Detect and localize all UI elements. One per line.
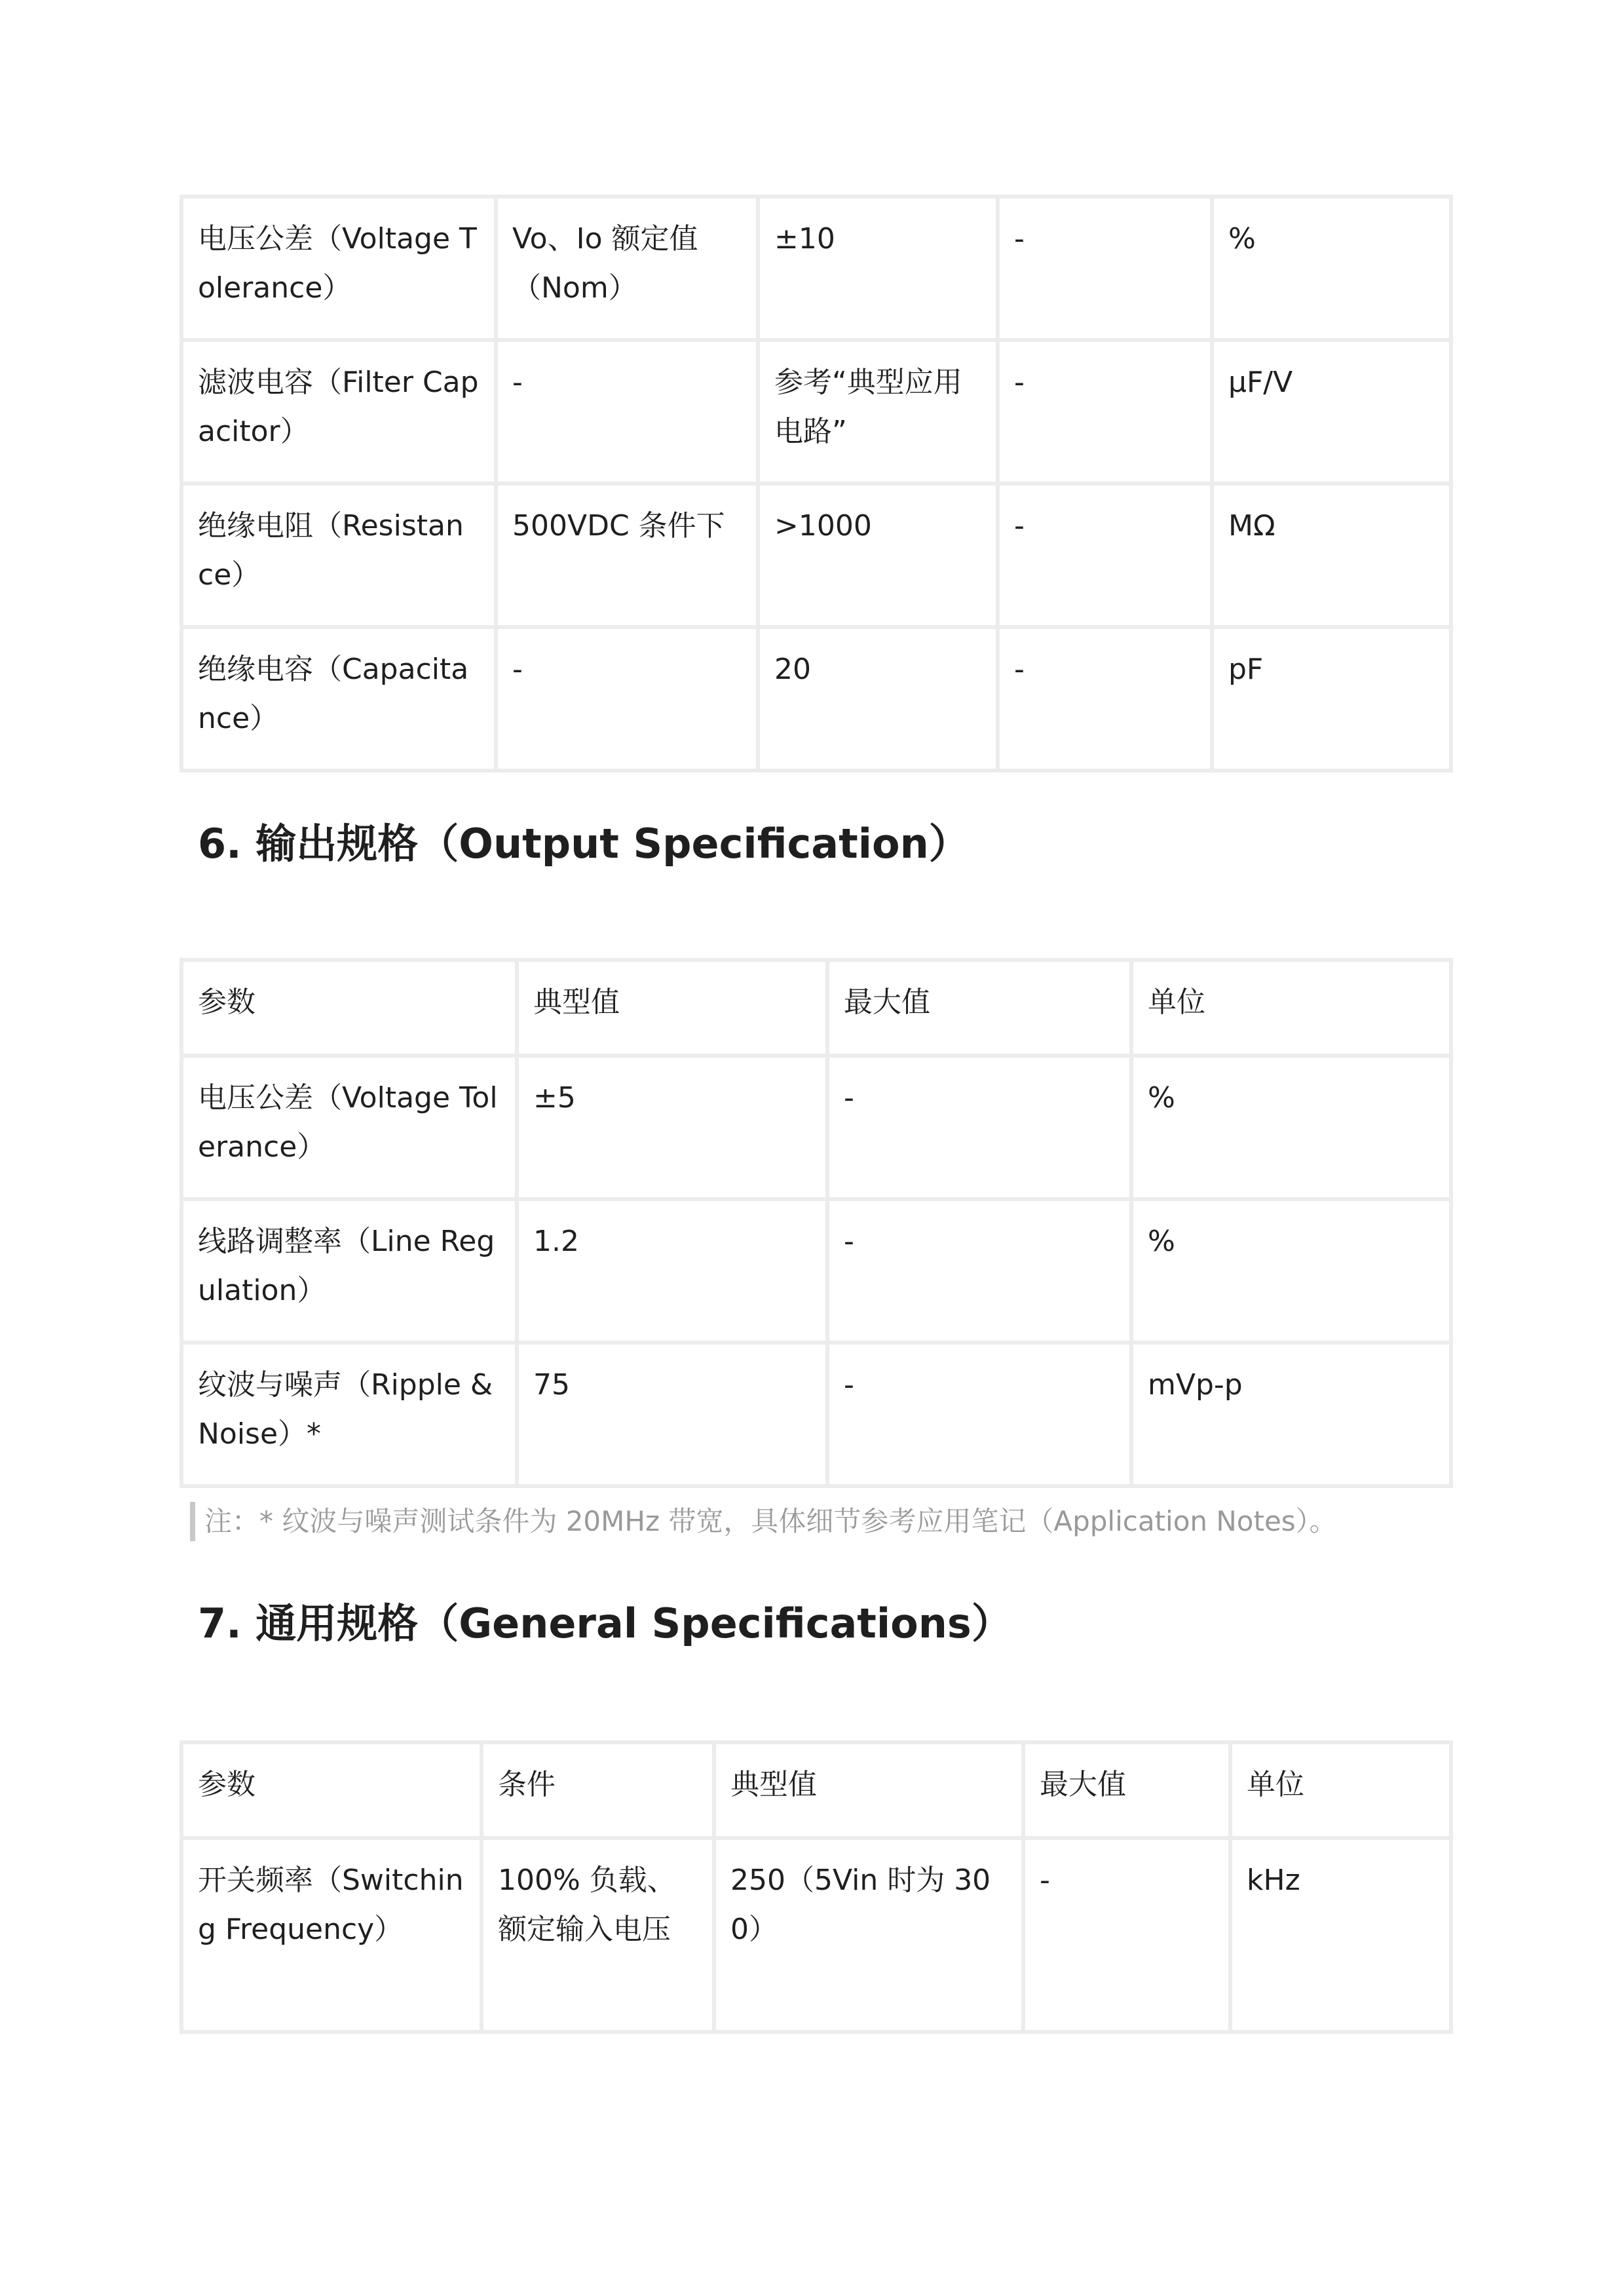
- table-cell: -: [496, 340, 758, 484]
- table-cell: 线路调整率（Line Regulation）: [181, 1199, 517, 1343]
- column-header: 参数: [181, 1742, 482, 1838]
- table-cell: 绝缘电容（Capacitance）: [181, 627, 496, 771]
- table-cell: ±10: [758, 197, 998, 340]
- column-header: 条件: [482, 1742, 714, 1838]
- table-cell: -: [998, 197, 1212, 340]
- table-row: [181, 484, 1451, 627]
- table-cell: -: [827, 1343, 1131, 1486]
- table-cell: >1000: [758, 484, 998, 627]
- table-cell: 1.2: [517, 1199, 827, 1343]
- table-cell: -: [998, 627, 1212, 771]
- table-cell: -: [998, 484, 1212, 627]
- table-row: [181, 340, 1451, 484]
- table-cell: -: [998, 340, 1212, 484]
- table-cell: 参考“典型应用电路”: [758, 340, 998, 484]
- section-heading-output: 6. 输出规格（Output Specification）: [198, 820, 970, 868]
- ripple-noise-note: 注：* 纹波与噪声测试条件为 20MHz 带宽，具体细节参考应用笔记（Application Notes）。: [190, 1502, 1337, 1541]
- table-cell: -: [1023, 1838, 1230, 2032]
- table-cell: kHz: [1230, 1838, 1451, 2032]
- table-row: [181, 1838, 1451, 2032]
- table-cell: MΩ: [1212, 484, 1451, 627]
- table-cell: 绝缘电阻（Resistance）: [181, 484, 496, 627]
- section-heading-general: 7. 通用规格（General Specifications）: [198, 1599, 1012, 1647]
- column-header: 典型值: [714, 1742, 1023, 1838]
- table-cell: 250（5Vin 时为 300）: [714, 1838, 1023, 2032]
- table-cell: 75: [517, 1343, 827, 1486]
- table-header-row: [181, 1742, 1451, 1838]
- table-cell: pF: [1212, 627, 1451, 771]
- table-cell: -: [496, 627, 758, 771]
- table-cell: 500VDC 条件下: [496, 484, 758, 627]
- column-header: 典型值: [517, 960, 827, 1056]
- table-cell: 纹波与噪声（Ripple & Noise）*: [181, 1343, 517, 1486]
- table-cell: 100% 负载、额定输入电压: [482, 1838, 714, 2032]
- table-cell: -: [827, 1199, 1131, 1343]
- table-row: [181, 197, 1451, 340]
- table-cell: %: [1131, 1199, 1451, 1343]
- output-spec-table: [179, 958, 1453, 1488]
- insulation-spec-table: [179, 195, 1453, 773]
- table-cell: 电压公差（Voltage Tolerance）: [181, 1056, 517, 1199]
- table-cell: %: [1212, 197, 1451, 340]
- table-cell: ±5: [517, 1056, 827, 1199]
- column-header: 单位: [1131, 960, 1451, 1056]
- table-row: [181, 1056, 1451, 1199]
- table-cell: 电压公差（Voltage Tolerance）: [181, 197, 496, 340]
- table-row: [181, 627, 1451, 771]
- table-cell: mVp-p: [1131, 1343, 1451, 1486]
- table-cell: 滤波电容（Filter Capacitor）: [181, 340, 496, 484]
- table-cell: μF/V: [1212, 340, 1451, 484]
- table-header-row: [181, 960, 1451, 1056]
- table-row: [181, 1199, 1451, 1343]
- table-cell: Vo、Io 额定值（Nom）: [496, 197, 758, 340]
- column-header: 最大值: [827, 960, 1131, 1056]
- column-header: 单位: [1230, 1742, 1451, 1838]
- general-spec-table: [179, 1740, 1453, 2034]
- table-cell: -: [827, 1056, 1131, 1199]
- table-cell: 开关频率（Switching Frequency）: [181, 1838, 482, 2032]
- table-cell: %: [1131, 1056, 1451, 1199]
- table-row: [181, 1343, 1451, 1486]
- column-header: 最大值: [1023, 1742, 1230, 1838]
- table-cell: 20: [758, 627, 998, 771]
- column-header: 参数: [181, 960, 517, 1056]
